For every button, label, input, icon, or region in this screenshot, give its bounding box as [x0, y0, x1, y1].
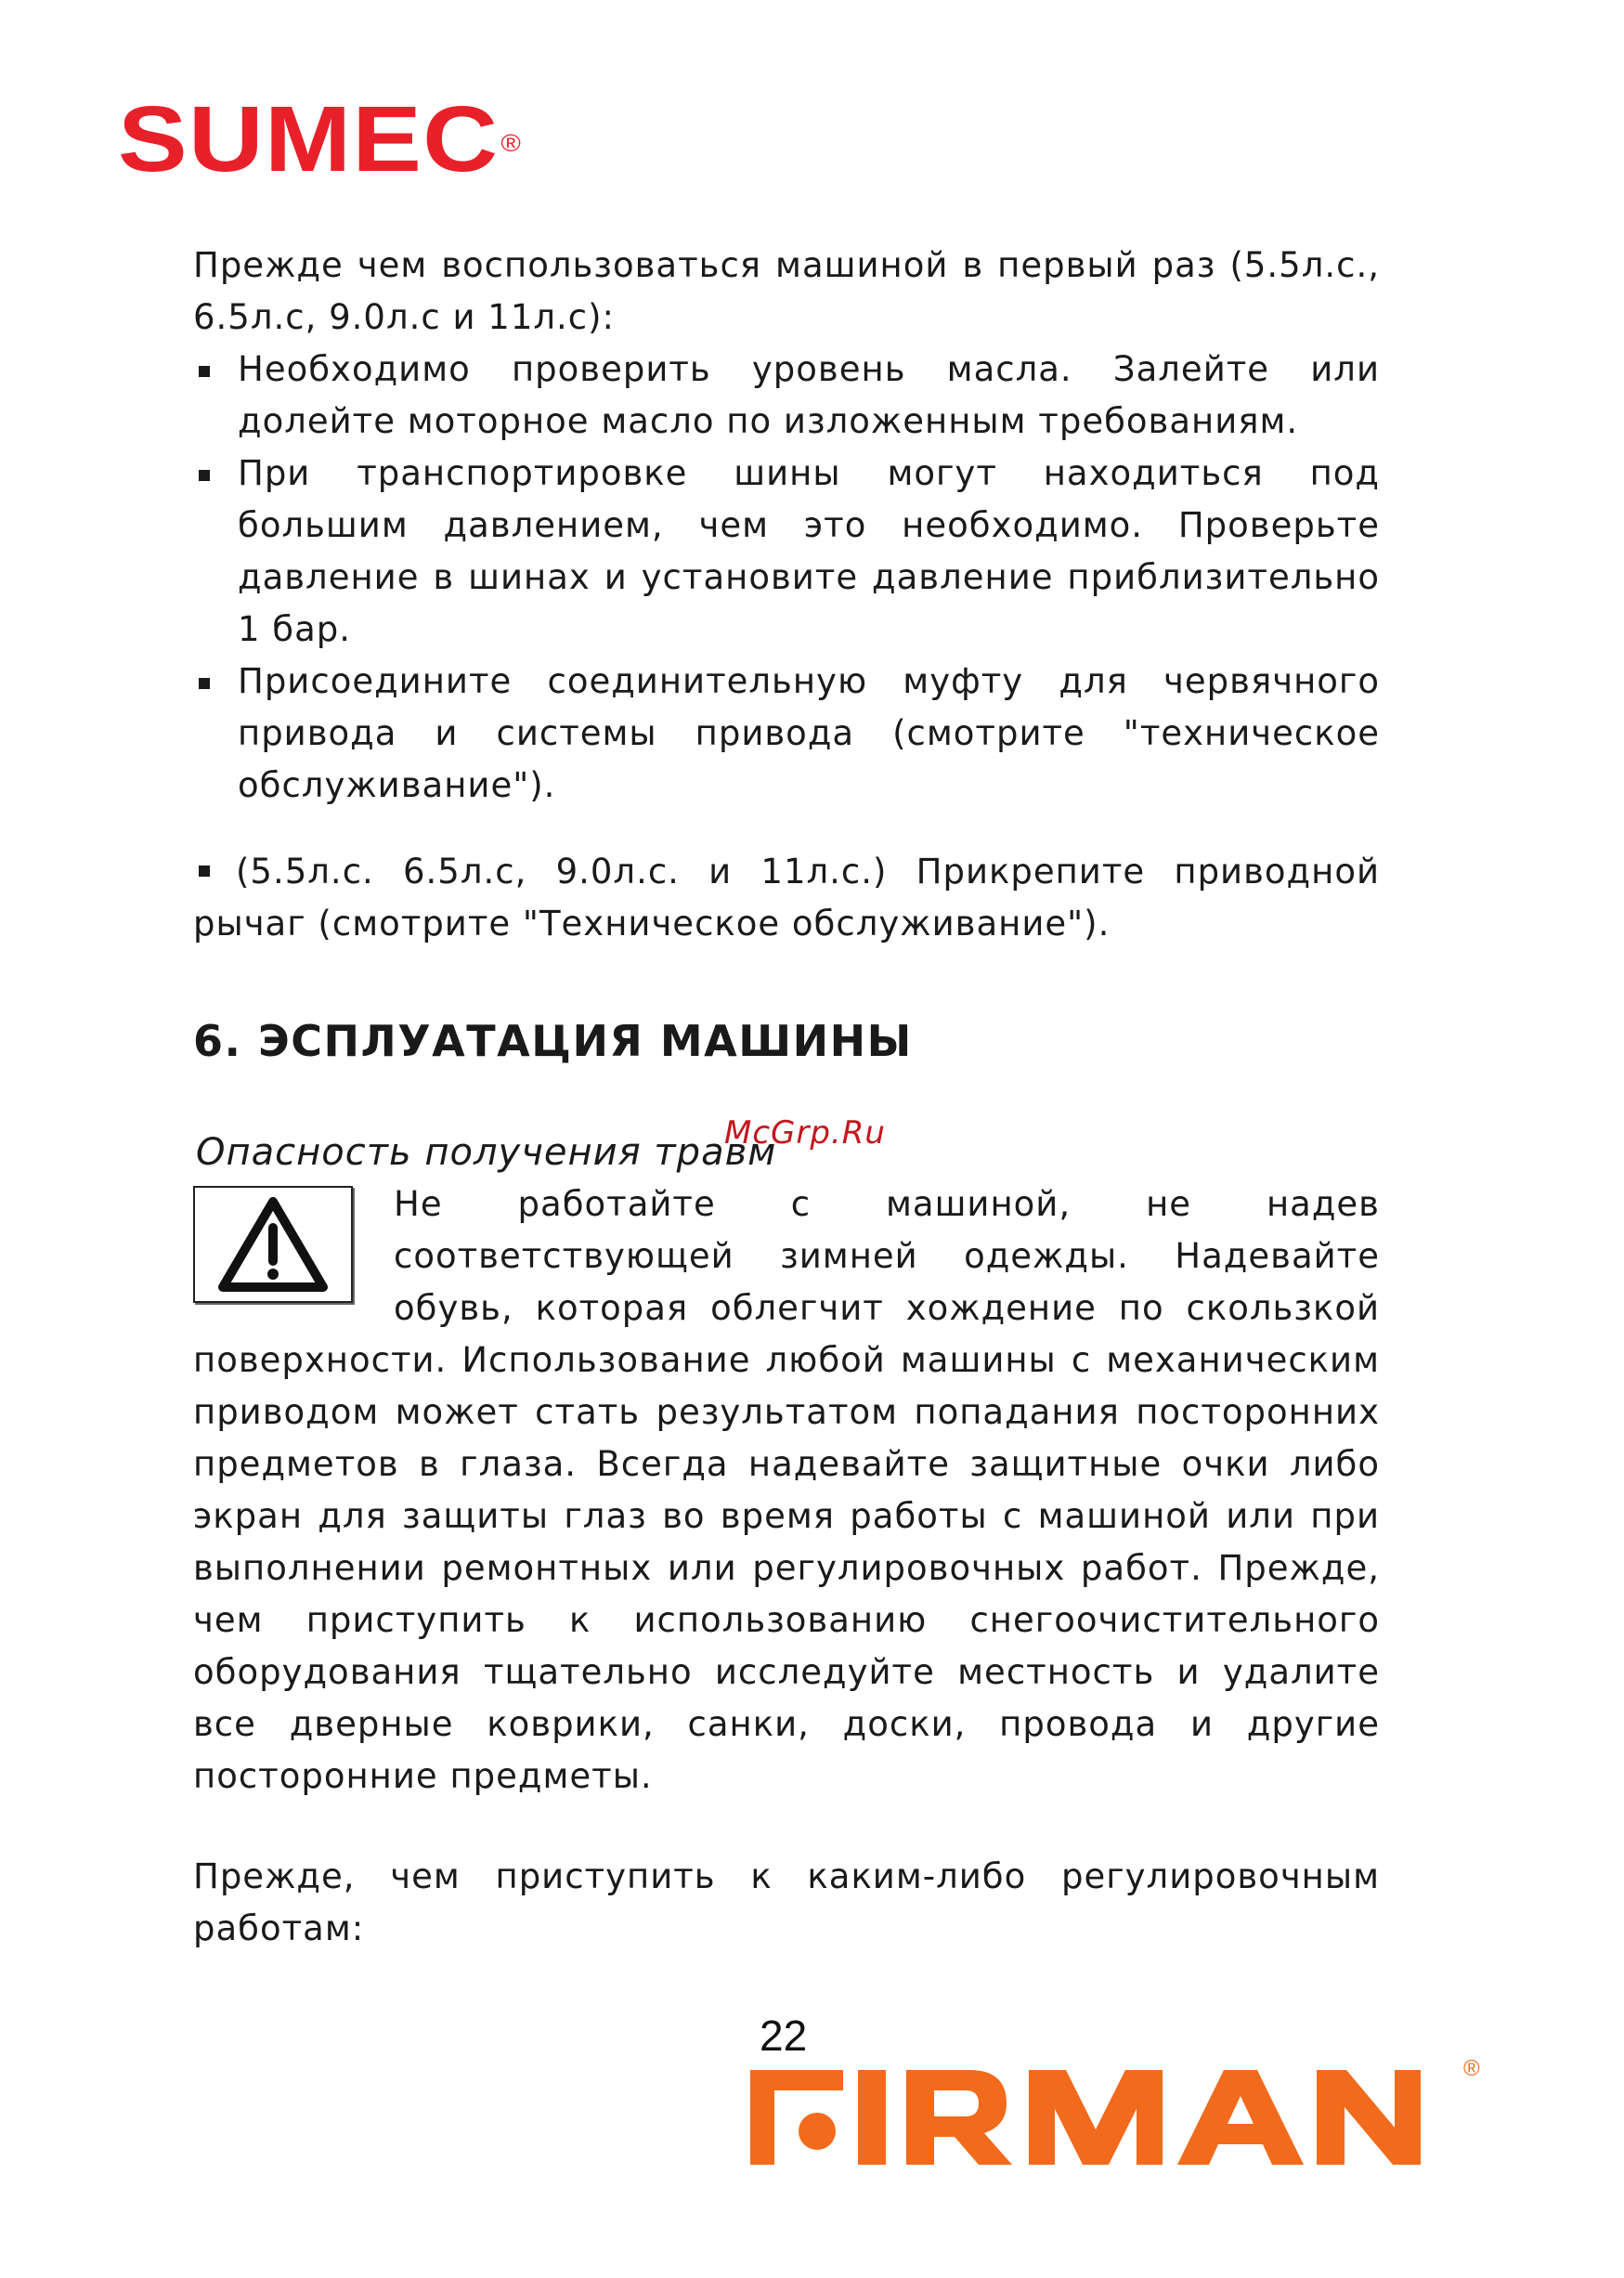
page-content — [193, 240, 1380, 1955]
firman-logo-graphic — [750, 2048, 1493, 2168]
warning-paragraph — [193, 1178, 1380, 1803]
sumec-logo — [118, 87, 522, 191]
bullet-text: При транспортировке шины могут находиться под большим давлением, чем это необходимо. Проверьте давление в шинах и установите давление приблизительно 1 бар. — [238, 453, 1380, 649]
closing-paragraph: Прежде, чем приступить к каким-либо регулировочным работам: — [193, 1856, 1380, 1948]
intro-lead: Прежде чем воспользоваться машиной в первый раз (5.5л.с., 6.5л.с, 9.0л.с и 11л.с): — [193, 245, 1380, 337]
bullet-item — [193, 344, 1380, 448]
bullet-item — [193, 656, 1380, 812]
watermark: McGrp.Ru — [724, 1114, 886, 1152]
bullet-square-icon — [199, 866, 210, 877]
warning-triangle-icon — [193, 1186, 353, 1303]
bullet-item-last — [193, 846, 1380, 950]
section-subheading: Опасность получения травм — [196, 1131, 777, 1174]
bullet-item — [193, 448, 1380, 656]
firman-registered-mark: ® — [1463, 2056, 1480, 2081]
page-number: 22 — [760, 2011, 808, 2060]
bullet-square-icon — [199, 470, 210, 481]
sumec-logo-text: SUMEC — [118, 87, 500, 191]
intro-bullet-list — [193, 344, 1380, 812]
firman-logo — [750, 2048, 1493, 2172]
warning-text: Не работайте с машиной, не надев соответствующей зимней одежды. Надевайте обувь, которая облегчит хождение по скользкой поверхности. Использование любой машины с механическим приводом может стать результатом попадания посторонних предметов в глаза. Всегда надевайте защитные очки либо экран для защиты глаз во время работы с машиной или при выполнении ремонтных или регулировочных работ. Прежде, чем приступить к использованию снегоочистительного оборудования тщательно исследуйте местность и удалите все дверные коврики, санки, доски, провода и другие посторонние предметы. — [193, 1184, 1380, 1796]
bullet-text: Необходимо проверить уровень масла. Залейте или долейте моторное масло по изложенным требованиям. — [238, 349, 1380, 441]
bullet-text: Присоедините соединительную муфту для червячного привода и системы привода (смотрите "техническое обслуживание"). — [238, 661, 1380, 805]
sumec-registered-mark: ® — [500, 129, 522, 157]
bullet-square-icon — [199, 366, 210, 377]
bullet-text: (5.5л.с. 6.5л.с, 9.0л.с. и 11л.с.) Прикрепите приводной рычаг (смотрите "Техническое обслуживание"). — [193, 852, 1380, 944]
section-heading: 6. ЭСПЛУАТАЦИЯ МАШИНЫ — [193, 1016, 913, 1066]
bullet-square-icon — [199, 678, 210, 689]
